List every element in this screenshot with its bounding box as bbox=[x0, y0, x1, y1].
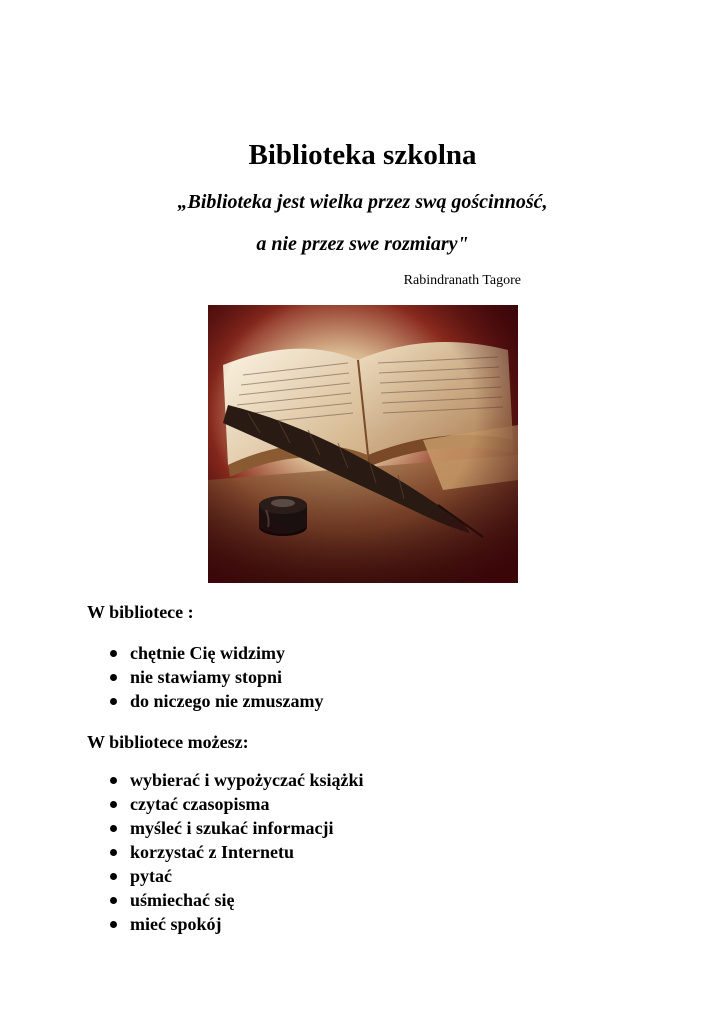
bullet-icon bbox=[110, 801, 117, 808]
bullet-icon bbox=[110, 921, 117, 928]
quote-line-1: „Biblioteka jest wielka przez swą gościnność, bbox=[177, 191, 548, 213]
bullet-icon bbox=[110, 825, 117, 832]
bullet-icon bbox=[110, 674, 117, 681]
section-heading-in-library: W bibliotece : bbox=[87, 602, 194, 622]
book-quill-illustration bbox=[208, 305, 518, 583]
bullet-icon bbox=[110, 698, 117, 705]
bullet-icon bbox=[110, 897, 117, 904]
section-heading-you-can: W bibliotece możesz: bbox=[87, 732, 249, 752]
page-title: Biblioteka szkolna bbox=[248, 139, 477, 171]
bullet-icon bbox=[110, 777, 117, 784]
bullet-icon bbox=[110, 650, 117, 657]
bullet-icon bbox=[110, 873, 117, 880]
quote-line-2: a nie przez swe rozmiary" bbox=[256, 233, 469, 255]
bullet-icon bbox=[110, 849, 117, 856]
quote-author: Rabindranath Tagore bbox=[403, 273, 521, 288]
